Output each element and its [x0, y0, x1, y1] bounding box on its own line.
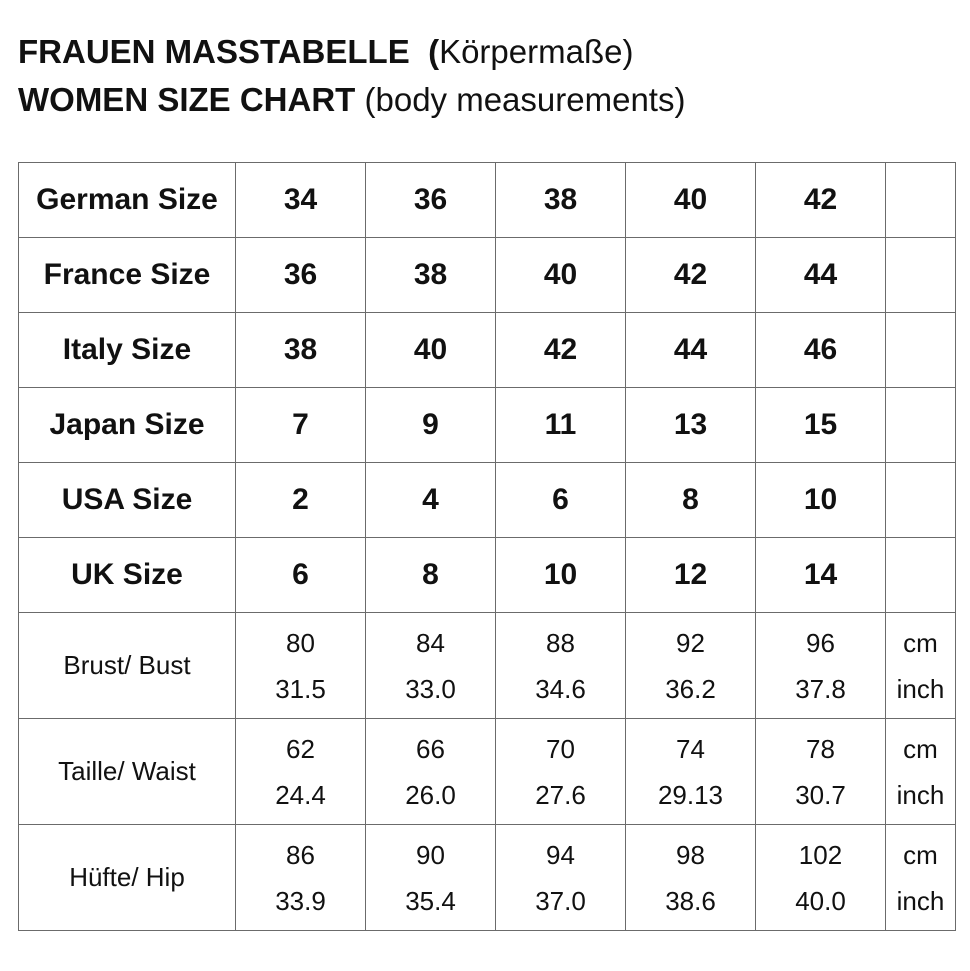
title-german-bold: FRAUEN MASSTABELLE — [18, 33, 410, 70]
measurement-cell — [366, 613, 496, 719]
inch-value: 37.8 — [795, 673, 846, 704]
cm-value: 74 — [676, 733, 705, 764]
unit-cm: cm — [903, 733, 938, 764]
title-german-normal: Körpermaße) — [439, 33, 634, 70]
measurement-cell — [756, 613, 886, 719]
cm-value: 70 — [546, 733, 575, 764]
size-cell: 40 — [626, 163, 756, 238]
cm-value: 62 — [286, 733, 315, 764]
measurement-cell — [756, 825, 886, 931]
inch-value: 31.5 — [275, 673, 326, 704]
measurement-cell — [236, 613, 366, 719]
inch-value: 37.0 — [535, 885, 586, 916]
unit-inch: inch — [896, 673, 945, 704]
unit-cell — [886, 825, 956, 931]
cm-value: 80 — [286, 627, 315, 658]
title-german-paren: ( — [428, 33, 440, 70]
inch-value: 36.2 — [665, 673, 716, 704]
cm-value: 98 — [676, 839, 705, 870]
title-line-english — [18, 76, 685, 124]
table-row-usa-size — [19, 463, 956, 538]
row-label: Hüfte/ Hip — [19, 825, 236, 931]
page-title — [18, 28, 685, 124]
row-label: Brust/ Bust — [19, 613, 236, 719]
cm-value: 84 — [416, 627, 445, 658]
table-row-japan-size — [19, 388, 956, 463]
measurement-cell — [626, 719, 756, 825]
inch-value: 38.6 — [665, 885, 716, 916]
cm-value: 88 — [546, 627, 575, 658]
cm-value: 78 — [806, 733, 835, 764]
cm-value: 66 — [416, 733, 445, 764]
table-row-hip — [19, 825, 956, 931]
table-row-german-size — [19, 163, 956, 238]
measurement-cell — [236, 825, 366, 931]
table-row-bust — [19, 613, 956, 719]
size-cell: 8 — [366, 538, 496, 613]
row-label: German Size — [19, 163, 236, 238]
size-cell: 6 — [236, 538, 366, 613]
title-english-normal: (body measurements) — [364, 81, 686, 118]
size-cell: 40 — [496, 238, 626, 313]
size-cell: 46 — [756, 313, 886, 388]
size-cell: 44 — [756, 238, 886, 313]
unit-cell-empty — [886, 388, 956, 463]
inch-value: 29.13 — [657, 779, 724, 810]
size-cell: 34 — [236, 163, 366, 238]
measurement-cell — [366, 719, 496, 825]
inch-value: 33.9 — [275, 885, 326, 916]
row-label: Japan Size — [19, 388, 236, 463]
size-cell: 9 — [366, 388, 496, 463]
size-cell: 42 — [496, 313, 626, 388]
size-cell: 42 — [626, 238, 756, 313]
unit-cm: cm — [903, 839, 938, 870]
size-cell: 6 — [496, 463, 626, 538]
size-chart-table — [18, 162, 956, 931]
cm-value: 86 — [286, 839, 315, 870]
table-row-waist — [19, 719, 956, 825]
inch-value: 34.6 — [535, 673, 586, 704]
unit-cell — [886, 719, 956, 825]
size-cell: 36 — [366, 163, 496, 238]
row-label: France Size — [19, 238, 236, 313]
unit-inch: inch — [896, 885, 945, 916]
unit-cell-empty — [886, 463, 956, 538]
measurement-cell — [496, 613, 626, 719]
inch-value: 26.0 — [405, 779, 456, 810]
unit-cell — [886, 613, 956, 719]
size-cell: 12 — [626, 538, 756, 613]
table-row-uk-size — [19, 538, 956, 613]
size-cell: 36 — [236, 238, 366, 313]
inch-value: 30.7 — [795, 779, 846, 810]
unit-cell-empty — [886, 163, 956, 238]
size-cell: 7 — [236, 388, 366, 463]
table-row-italy-size — [19, 313, 956, 388]
size-cell: 38 — [496, 163, 626, 238]
cm-value: 92 — [676, 627, 705, 658]
size-cell: 38 — [366, 238, 496, 313]
measurement-cell — [626, 825, 756, 931]
table-row-france-size — [19, 238, 956, 313]
size-cell: 15 — [756, 388, 886, 463]
measurement-cell — [626, 613, 756, 719]
row-label: USA Size — [19, 463, 236, 538]
size-cell: 14 — [756, 538, 886, 613]
size-cell: 42 — [756, 163, 886, 238]
size-cell: 11 — [496, 388, 626, 463]
cm-value: 94 — [546, 839, 575, 870]
inch-value: 35.4 — [405, 885, 456, 916]
measurement-cell — [366, 825, 496, 931]
cm-value: 96 — [806, 627, 835, 658]
cm-value: 102 — [798, 839, 843, 870]
measurement-cell — [236, 719, 366, 825]
measurement-cell — [496, 719, 626, 825]
cm-value: 90 — [416, 839, 445, 870]
title-line-german — [18, 28, 685, 76]
unit-cell-empty — [886, 313, 956, 388]
size-cell: 4 — [366, 463, 496, 538]
size-cell: 40 — [366, 313, 496, 388]
size-cell: 38 — [236, 313, 366, 388]
row-label: Taille/ Waist — [19, 719, 236, 825]
title-english-bold: WOMEN SIZE CHART — [18, 81, 356, 118]
size-cell: 2 — [236, 463, 366, 538]
unit-cm: cm — [903, 627, 938, 658]
row-label: Italy Size — [19, 313, 236, 388]
inch-value: 40.0 — [795, 885, 846, 916]
size-cell: 10 — [756, 463, 886, 538]
inch-value: 24.4 — [275, 779, 326, 810]
size-cell: 8 — [626, 463, 756, 538]
inch-value: 27.6 — [535, 779, 586, 810]
size-cell: 44 — [626, 313, 756, 388]
inch-value: 33.0 — [405, 673, 456, 704]
unit-cell-empty — [886, 538, 956, 613]
size-cell: 10 — [496, 538, 626, 613]
measurement-cell — [496, 825, 626, 931]
measurement-cell — [756, 719, 886, 825]
row-label: UK Size — [19, 538, 236, 613]
unit-cell-empty — [886, 238, 956, 313]
size-cell: 13 — [626, 388, 756, 463]
unit-inch: inch — [896, 779, 945, 810]
